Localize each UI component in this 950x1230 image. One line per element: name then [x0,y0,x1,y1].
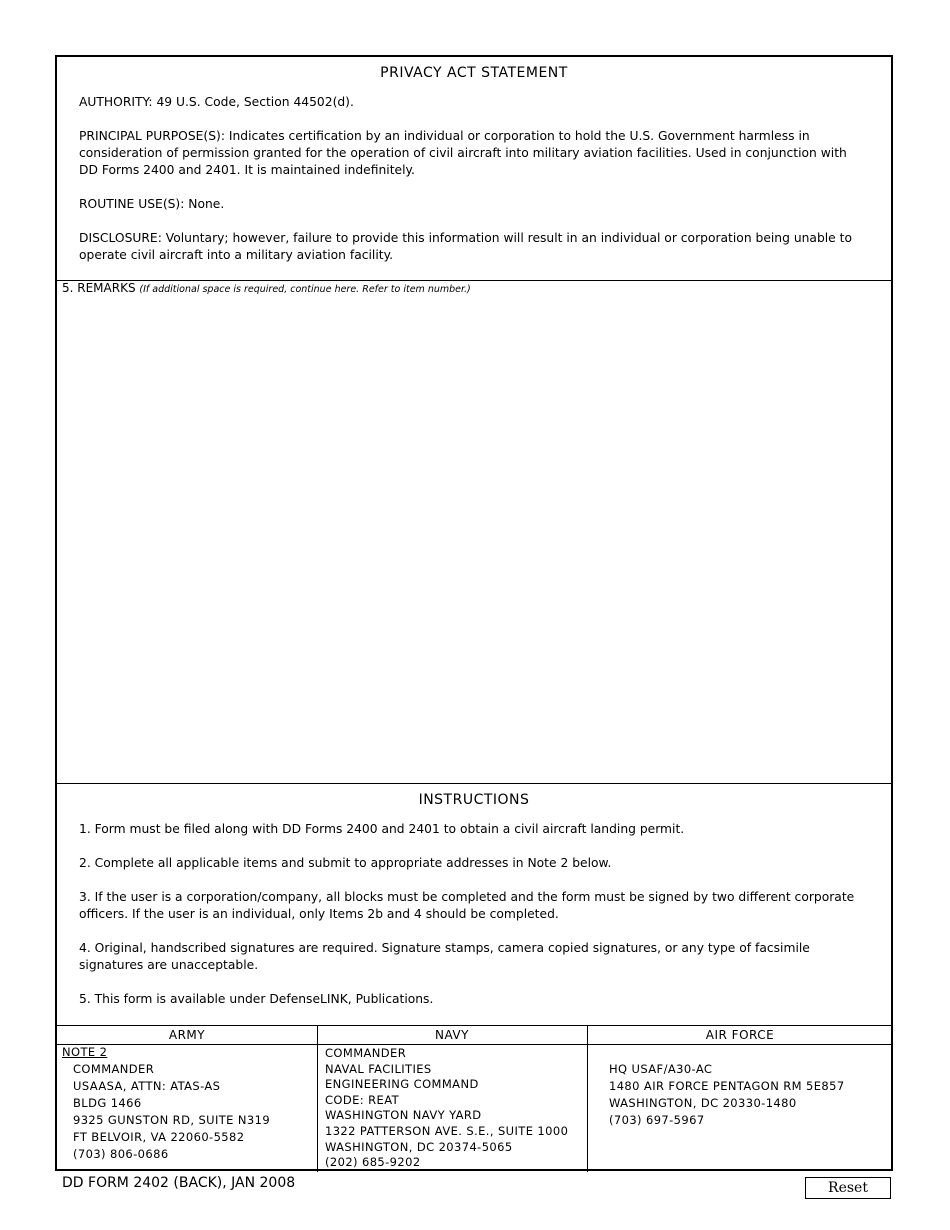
navy-address [325,1046,568,1171]
army-header: ARMY [168,1028,206,1042]
privacy-act-title: PRIVACY ACT STATEMENT [380,65,568,81]
address-line: (202) 685-9202 [325,1155,421,1170]
address-line: USAASA, ATTN: ATAS-AS [73,1079,221,1093]
routine-uses-text: ROUTINE USE(S): None. [79,197,225,211]
address-line: WASHINGTON, DC 20374-5065 [325,1139,513,1154]
army-address [62,1044,270,1163]
remarks-note: (If additional space is required, continue here. Refer to item number.) [139,284,471,295]
air-force-header: AIR FORCE [705,1028,775,1042]
column-divider [317,1026,318,1172]
address-line: FT BELVOIR, VA 22060-5582 [73,1130,245,1144]
instructions-title: INSTRUCTIONS [418,792,530,808]
remarks-label: 5. REMARKS [62,281,136,295]
addresses-table [57,1025,891,1172]
address-line: CODE: REAT [325,1092,399,1107]
instruction-item: 3. If the user is a corporation/company, all blocks must be completed and the form must be signed by two different corporate officers. If the user is an individual, only Items 2b and 4 should be completed. [79,890,855,921]
address-line: BLDG 1466 [73,1096,142,1110]
address-line: WASHINGTON NAVY YARD [325,1108,482,1123]
address-line: 1322 PATTERSON AVE. S.E., SUITE 1000 [325,1123,569,1138]
addresses-header-row [57,1026,891,1045]
disclosure-text: DISCLOSURE: Voluntary; however, failure to provide this information will result in an individual or corporation being unable to operate civil aircraft into a military aviation facility. [79,231,852,262]
remarks-heading [62,281,471,295]
remarks-section [57,281,891,784]
address-line: 1480 AIR FORCE PENTAGON RM 5E857 [609,1079,845,1093]
address-line: HQ USAF/A30-AC [609,1062,713,1076]
instruction-item: 4. Original, handscribed signatures are required. Signature stamps, camera copied signatures, or any type of facsimile signatures are unacceptable. [79,941,810,972]
form-footer-id: DD FORM 2402 (BACK), JAN 2008 [62,1175,296,1191]
reset-button[interactable]: Reset [805,1177,891,1199]
address-line: (703) 697-5967 [609,1113,705,1127]
address-line: (703) 806-0686 [73,1147,169,1161]
address-line: COMMANDER [73,1062,155,1076]
instruction-item: 5. This form is available under DefenseLINK, Publications. [79,992,434,1006]
form-page [55,55,893,1171]
authority-text: AUTHORITY: 49 U.S. Code, Section 44502(d). [79,95,354,109]
address-line: COMMANDER [325,1046,407,1060]
instruction-item: 1. Form must be filed along with DD Forms 2400 and 2401 to obtain a civil aircraft landing permit. [79,822,685,836]
address-line: WASHINGTON, DC 20330-1480 [609,1096,797,1110]
navy-header: NAVY [435,1028,469,1042]
principal-purpose-text: PRINCIPAL PURPOSE(S): Indicates certification by an individual or corporation to hold the U.S. Government harmless in consideration of permission granted for the operation of civil aircraft into military aviation facilities. Used in conjunction with DD Forms 2400 and 2401. It is maintained indefinitely. [79,129,847,177]
address-line: 9325 GUNSTON RD, SUITE N319 [73,1113,271,1127]
column-divider [587,1026,588,1172]
address-line: NAVAL FACILITIES [325,1061,432,1076]
remarks-input[interactable] [61,299,887,779]
air-force-address [609,1061,845,1129]
note-2-label: NOTE 2 [62,1045,108,1059]
instructions-section [57,784,891,1026]
privacy-act-section [57,57,891,281]
address-line: ENGINEERING COMMAND [325,1077,479,1092]
instruction-item: 2. Complete all applicable items and submit to appropriate addresses in Note 2 below. [79,856,612,870]
